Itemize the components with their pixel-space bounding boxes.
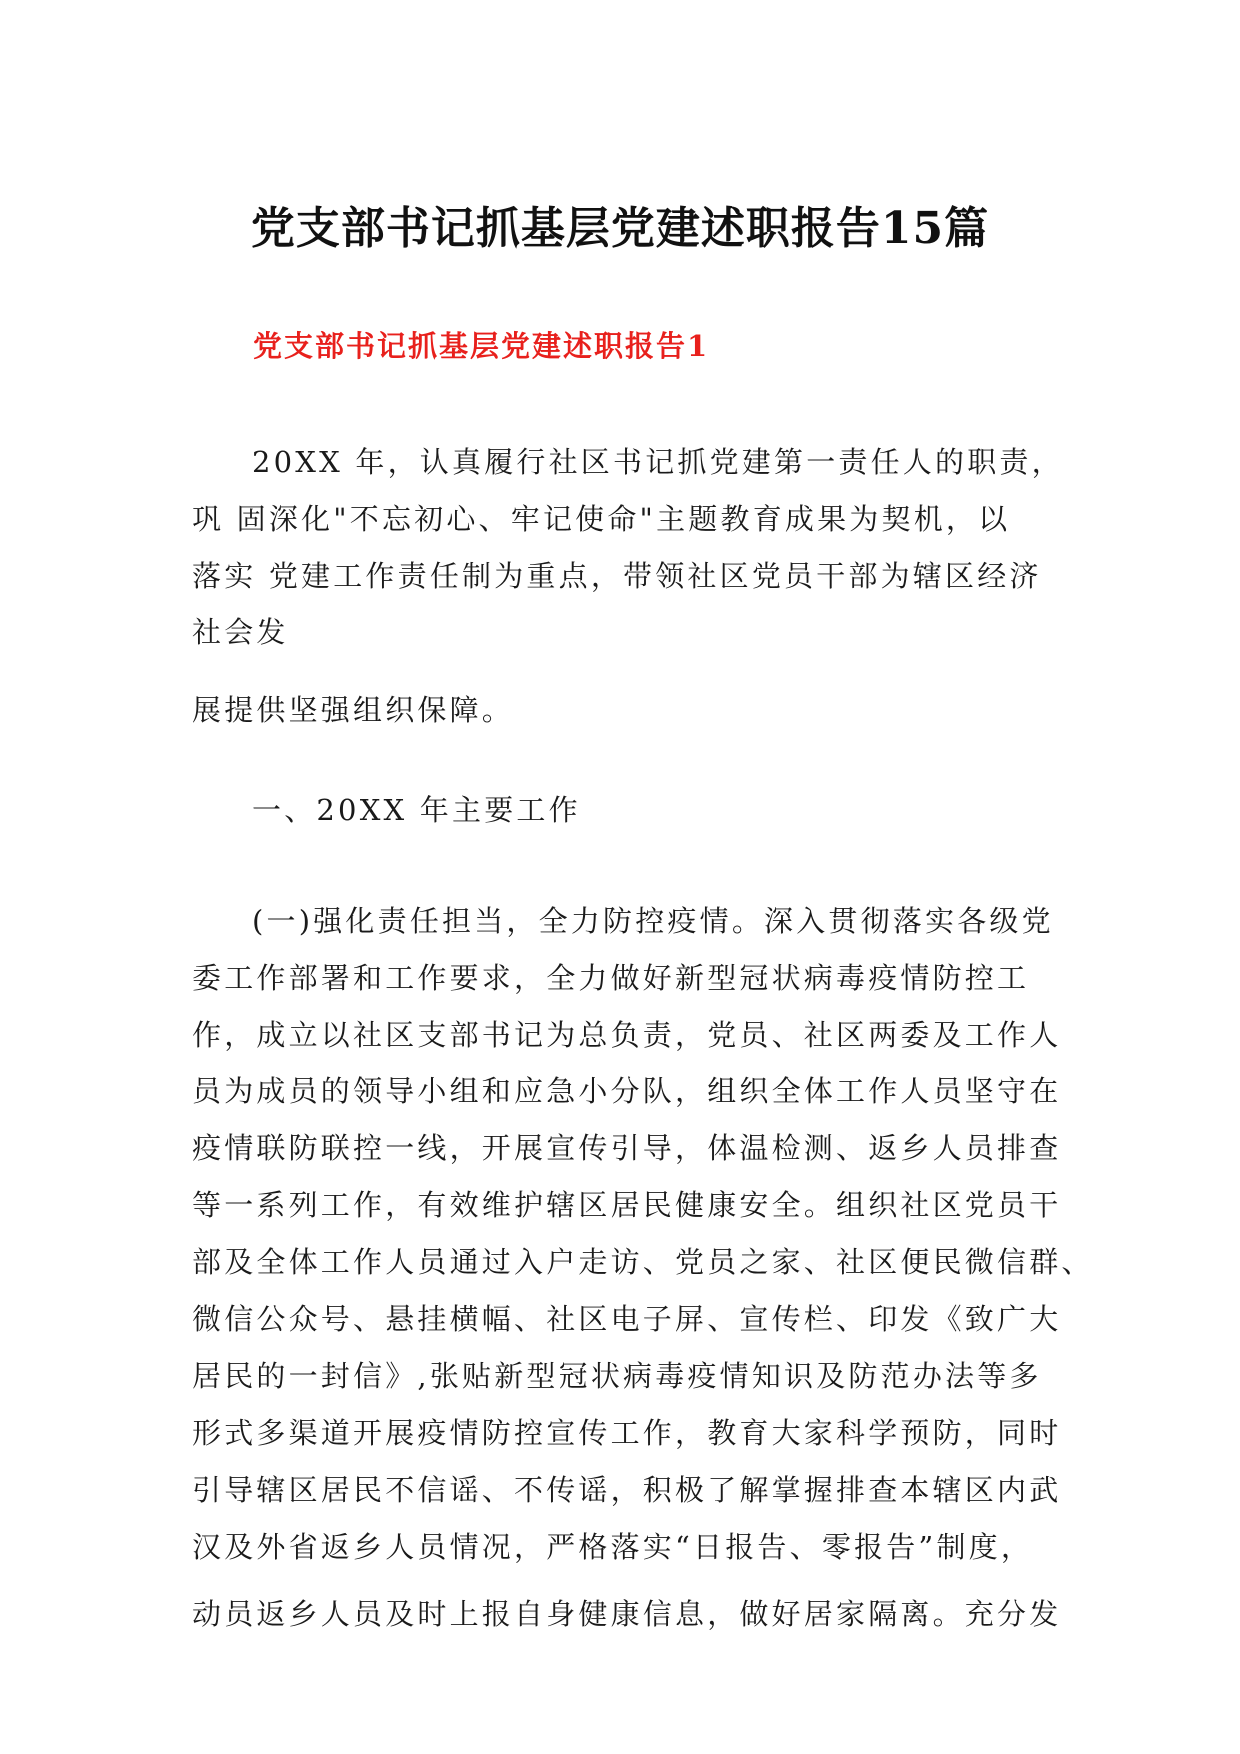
paragraph-line: 部及全体工作人员通过入户走访、党员之家、社区便民微信群、 [192,1245,1094,1279]
paragraph-line: 委工作部署和工作要求，全力做好新型冠状病毒疫情防控工 [192,961,1030,995]
paragraph-line: 社会发 [192,615,289,649]
paragraph-line: 等一系列工作，有效维护辖区居民健康安全。组织社区党员干 [192,1188,1062,1222]
paragraph-line: 展提供坚强组织保障。 [192,693,515,727]
paragraph-line: 20XX 年，认真履行社区书记抓党建第一责任人的职责， [252,445,1064,479]
paragraph-line: 巩 固深化"不忘初心、牢记使命"主题教育成果为契机，以 [192,502,1011,536]
subheading-line: 一、20XX 年主要工作 [252,793,581,827]
paragraph-line: 形式多渠道开展疫情防控宣传工作，教育大家科学预防，同时 [192,1416,1062,1450]
paragraph-line: 落实 党建工作责任制为重点，带领社区党员干部为辖区经济 [192,559,1042,593]
paragraph-line: 汉及外省返乡人员情况，严格落实“日报告、零报告”制度， [192,1530,1034,1564]
paragraph-line: 引导辖区居民不信谣、不传谣，积极了解掌握排查本辖区内武 [192,1473,1062,1507]
paragraph-line: 疫情联防联控一线，开展宣传引导，体温检测、返乡人员排查 [192,1131,1062,1165]
section-heading: 党支部书记抓基层党建述职报告1 [253,329,710,363]
paragraph-line: 动员返乡人员及时上报自身健康信息，做好居家隔离。充分发 [192,1597,1062,1631]
paragraph-line: (一)强化责任担当，全力防控疫情。深入贯彻落实各级党 [252,904,1054,938]
document-title: 党支部书记抓基层党建述职报告15篇 [250,203,990,254]
paragraph-line: 居民的一封信》,张贴新型冠状病毒疫情知识及防范办法等多 [192,1359,1042,1393]
paragraph-line: 微信公众号、悬挂横幅、社区电子屏、宣传栏、印发《致广大 [192,1302,1062,1336]
paragraph-line: 员为成员的领导小组和应急小分队，组织全体工作人员坚守在 [192,1074,1062,1108]
paragraph-line: 作，成立以社区支部书记为总负责，党员、社区两委及工作人 [192,1018,1062,1052]
